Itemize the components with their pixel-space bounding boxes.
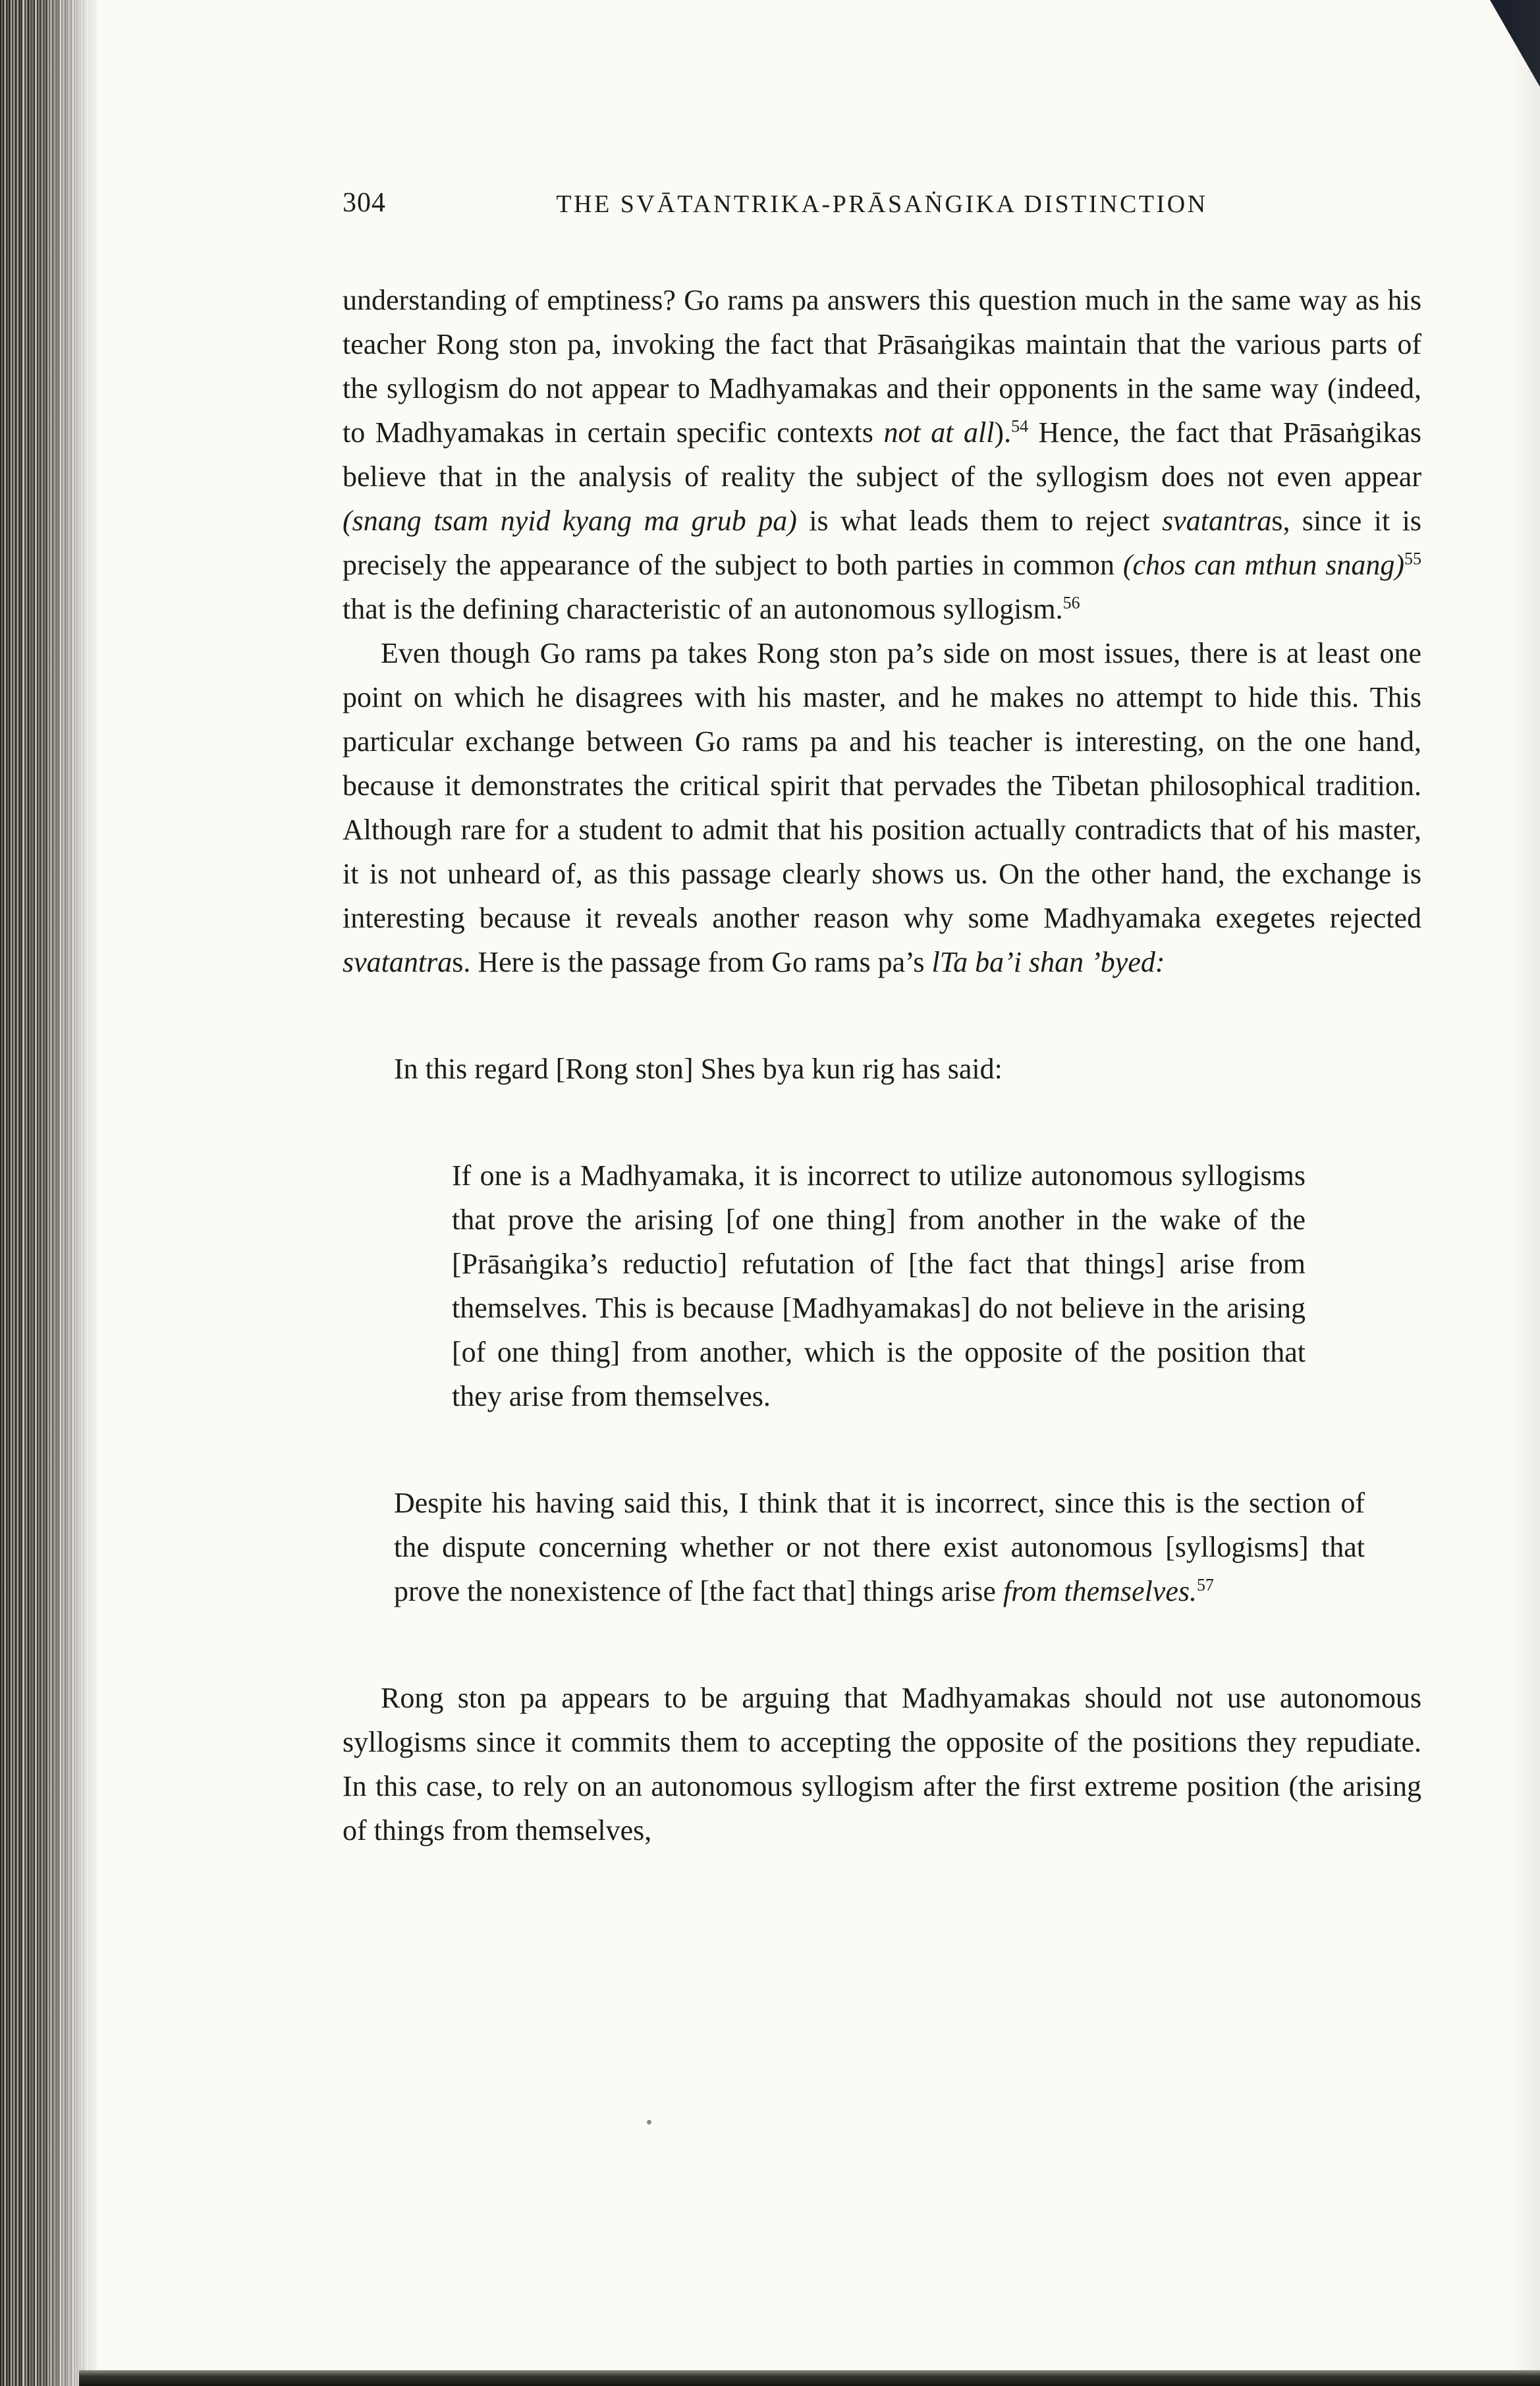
page-number: 304	[343, 188, 386, 218]
page-content	[343, 187, 1421, 1852]
scan-speck	[647, 2120, 651, 2124]
book-binding-texture	[0, 0, 100, 2386]
paragraph-continuation: understanding of emptiness? Go rams pa answers this question much in the same way as his teacher Rong ston pa, invoking the fact that Prāsaṅgikas maintain that the various parts of the syllogism do not appear to Madhyamakas and their opponents in the same way (indeed, to Madhyamakas in certain specific contexts not at all).$^{54}$ Hence, the fact that Prāsaṅgikas believe that in the analysis of reality the subject of the syllogism does not even appear (snang tsam nyid kyang ma grub pa) is what leads them to reject svatantras, since it is precisely the appearance of the subject to both parties in common (chos can mthun snang)$^{55}$ that is the defining characteristic of an autonomous syllogism.$^{56}$	[343, 284, 1422, 625]
quote-introduction: In this regard [Rong ston] Shes bya kun rig has said:	[394, 1053, 1003, 1085]
scan-bottom-edge	[79, 2370, 1540, 2386]
page-edge-shadow	[1510, 0, 1540, 2386]
paragraph-closing: Rong ston pa appears to be arguing that Madhyamakas should not use autonomous syllogisms since it commits them to accepting the opposite of the positions they repudiate. In this case, to rely on an autonomous syllogism after the first extreme position (the arising of things from themselves,	[343, 1682, 1421, 1846]
page-header	[343, 187, 1421, 219]
paragraph-exchange: Even though Go rams pa takes Rong ston pa’s side on most issues, there is at least one point on which he disagrees with his master, and he makes no attempt to hide this. This particular exchange between Go rams pa and his teacher is interesting, on the one hand, because it demonstrates the critical spirit that pervades the Tibetan philosophical tradition. Although rare for a student to admit that his position actually contradicts that of his master, it is not unheard of, as this passage clearly shows us. On the other hand, the exchange is interesting because it reveals another reason why some Madhyamaka exegetes rejected svatantras. Here is the passage from Go rams pa’s lTa ba’i shan ’byed:	[343, 637, 1421, 978]
quote-conclusion: Despite his having said this, I think that it is incorrect, since this is the section of the dispute concerning whether or not there exist autonomous [syllogisms] that prove the nonexistence of [the fact that] things arise from themselves.$^{57}$	[394, 1487, 1365, 1607]
running-head: THE SVĀTANTRIKA-PRĀSAṄGIKA DISTINCTION	[556, 190, 1208, 218]
inner-block-quote: If one is a Madhyamaka, it is incorrect to utilize autonomous syllogisms that prove the arising [of one thing] from another in the wake of the [Prāsaṅgika’s reductio] refutation of [the fact that things] arise from themselves. This is because [Madhyamakas] do not believe in the arising [of one thing] from another, which is the opposite of the position that they arise from themselves.	[452, 1159, 1306, 1412]
